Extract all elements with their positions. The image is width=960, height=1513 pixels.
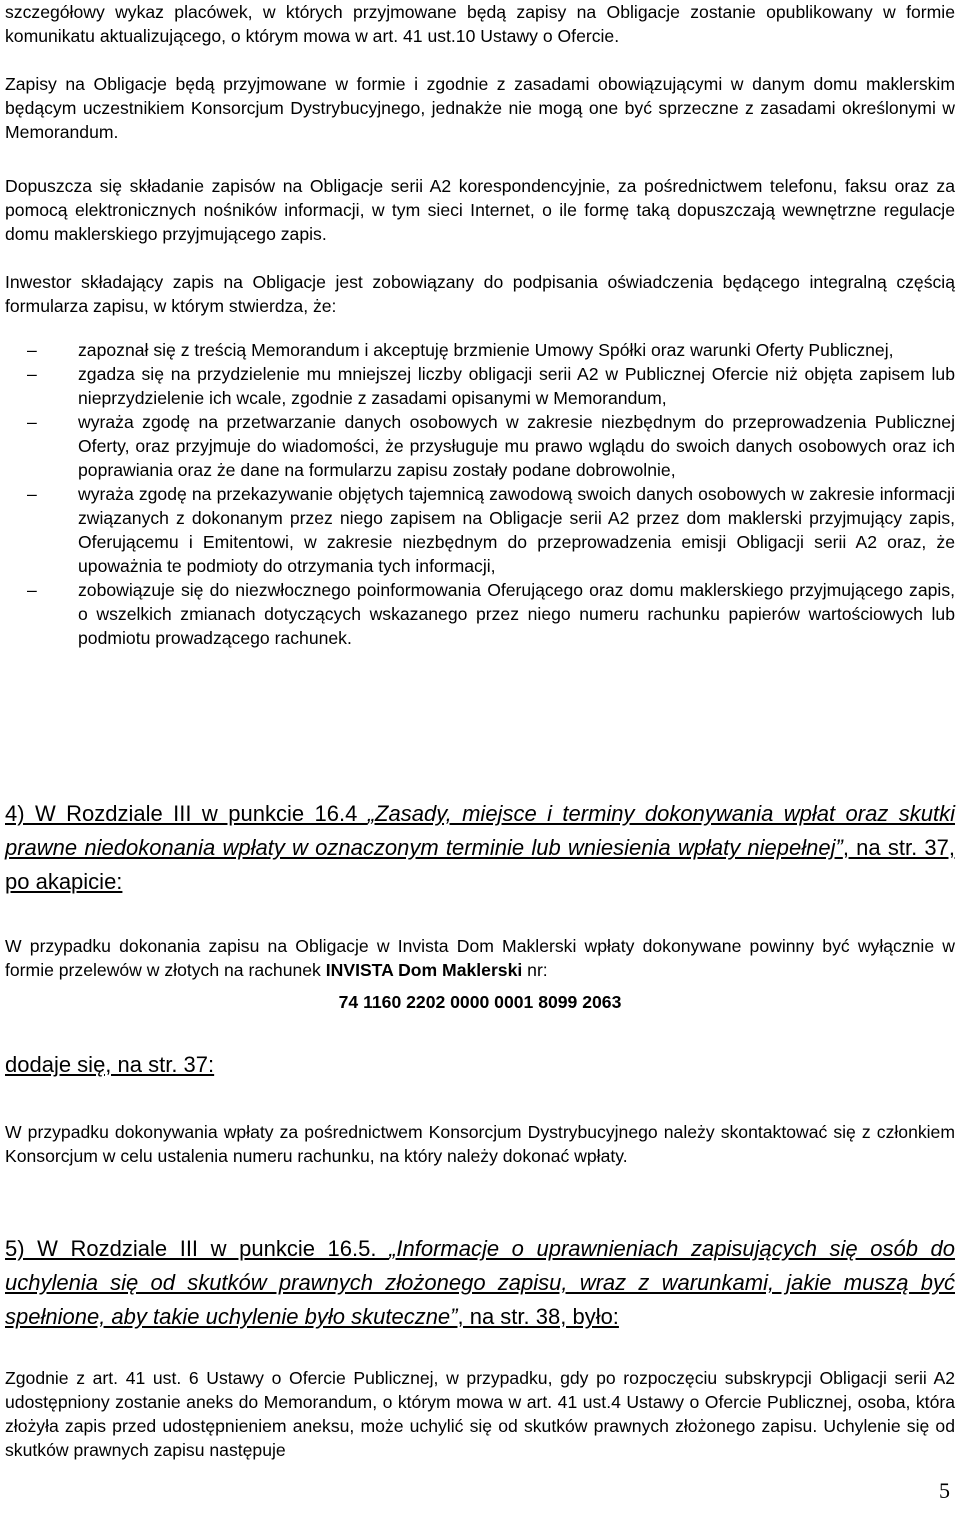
dash-bullet-icon: –	[27, 484, 37, 504]
list-item-text: zapoznał się z treścią Memorandum i akceptuję brzmienie Umowy Spółki oraz warunki Oferty Publicznej,	[78, 340, 894, 360]
heading-title: „Informacje o uprawnieniach zapisujących się osób do uchylenia się od skutków prawnych złożonego zapisu, wraz z warunkami, jakie muszą być spełnione, aby takie uchylenie było skuteczne”	[5, 1236, 955, 1329]
section-heading-16-4	[5, 797, 955, 899]
bank-account-number: 74 1160 2202 0000 0001 8099 2063	[338, 992, 622, 1012]
list-item	[5, 410, 955, 482]
list-item-text: zgadza się na przydzielenie mu mniejszej liczby obligacji serii A2 w Publicznej Ofercie niż objęta zapisem lub nieprzydzielenie ich wcale, zgodnie z zasadami opisanymi w Memorandum,	[78, 364, 955, 408]
list-item-text: wyraża zgodę na przekazywanie objętych tajemnicą zawodową swoich danych osobowych w zakresie informacji związanych z dokonanym przez niego zapisem na Obligacje serii A2 przez dom maklerski przyjmujący zapis, Oferującemu i Emitentowi, w zakresie niezbędnym do przeprowadzenia emisji Obligacji serii A2 oraz, że upoważnia te podmioty do otrzymania tych informacji,	[78, 484, 955, 576]
paragraph-payment	[5, 934, 955, 982]
payment-text-after: nr:	[522, 960, 548, 980]
section-heading-16-5	[5, 1232, 955, 1334]
heading-suffix: , na str. 38, było:	[457, 1304, 619, 1329]
dash-bullet-icon: –	[27, 340, 37, 360]
paragraph-correspondence: Dopuszcza się składanie zapisów na Obligacje serii A2 korespondencyjnie, za pośrednictwem telefonu, faksu oraz za pomocą elektronicznych nośników informacji, w tym sieci Internet, o ile formę taką dopuszczają wewnętrzne regulacje domu maklerskiego przyjmującego zapis.	[5, 176, 955, 244]
heading-prefix: 4) W Rozdziale III w punkcie 16.4	[5, 801, 368, 826]
dash-bullet-icon: –	[27, 580, 37, 600]
page-number: 5	[939, 1478, 950, 1503]
intro-paragraph: szczegółowy wykaz placówek, w których przyjmowane będą zapisy na Obligacje zostanie opublikowany w formie komunikatu aktualizującego, o którym mowa w art. 41 ust.10 Ustawy o Ofercie.	[5, 2, 955, 46]
dash-bullet-icon: –	[27, 364, 37, 384]
adds-heading: dodaje się, na str. 37:	[5, 1052, 215, 1077]
dash-bullet-icon: –	[27, 412, 37, 432]
heading-suffix: , na str. 37, po akapicie:	[5, 835, 955, 894]
payment-broker-name: INVISTA Dom Maklerski	[325, 960, 523, 980]
list-item-text: wyraża zgodę na przetwarzanie danych osobowych w zakresie niezbędnym do przeprowadzenia Publicznej Oferty, oraz przyjmuje do wiadomości, że przysługuje mu prawo wglądu do swoich danych osobowych oraz ich poprawiania oraz że dane na formularzu zapisu zostały podane dobrowolnie,	[78, 412, 955, 480]
list-item	[5, 362, 955, 410]
payment-text-before: W przypadku dokonania zapisu na Obligacje w Invista Dom Maklerski wpłaty dokonywane powinny być wyłącznie w formie przelewów w złotych na rachunek	[5, 936, 955, 980]
list-item	[5, 338, 955, 362]
list-item	[5, 578, 955, 650]
paragraph-consortium-payment: W przypadku dokonywania wpłaty za pośrednictwem Konsorcjum Dystrybucyjnego należy skontaktować się z członkiem Konsorcjum w celu ustalenia numeru rachunku, na który należy dokonać wpłaty.	[5, 1122, 955, 1166]
paragraph-withdrawal-right: Zgodnie z art. 41 ust. 6 Ustawy o Ofercie Publicznej, w przypadku, gdy po rozpoczęciu subskrypcji Obligacji serii A2 udostępniony zostanie aneks do Memorandum, o którym mowa w art. 41 ust.4 Ustawy o Ofercie Publicznej, osoba, która złożyła zapis przed udostępnieniem aneksu, może uchylić się od skutków prawnych złożonego zapisu. Uchylenie się od skutków prawnych zapisu następuje	[5, 1368, 955, 1460]
paragraph-subscriptions: Zapisy na Obligacje będą przyjmowane w formie i zgodnie z zasadami obowiązującymi w danym domu maklerskim będącym uczestnikiem Konsorcjum Dystrybucyjnego, jednakże nie mogą one być sprzeczne z zasadami określonymi w Memorandum.	[5, 74, 955, 142]
list-item-text: zobowiązuje się do niezwłocznego poinformowania Oferującego oraz domu maklerskiego przyjmującego zapis, o wszelkich zmianach dotyczących wskazanego przez niego numeru rachunku papierów wartościowych lub podmiotu prowadzącego rachunek.	[78, 580, 955, 648]
list-item	[5, 482, 955, 578]
heading-prefix: 5) W Rozdziale III w punkcie 16.5.	[5, 1236, 390, 1261]
heading-title: „Zasady, miejsce i terminy dokonywania wpłat oraz skutki prawne niedokonania wpłaty w oznaczonym terminie lub wniesienia wpłaty niepełnej”	[5, 801, 955, 860]
statement-list	[5, 338, 955, 650]
paragraph-investor-statement: Inwestor składający zapis na Obligacje jest zobowiązany do podpisania oświadczenia będącego integralną częścią formularza zapisu, w którym stwierdza, że:	[5, 272, 955, 316]
